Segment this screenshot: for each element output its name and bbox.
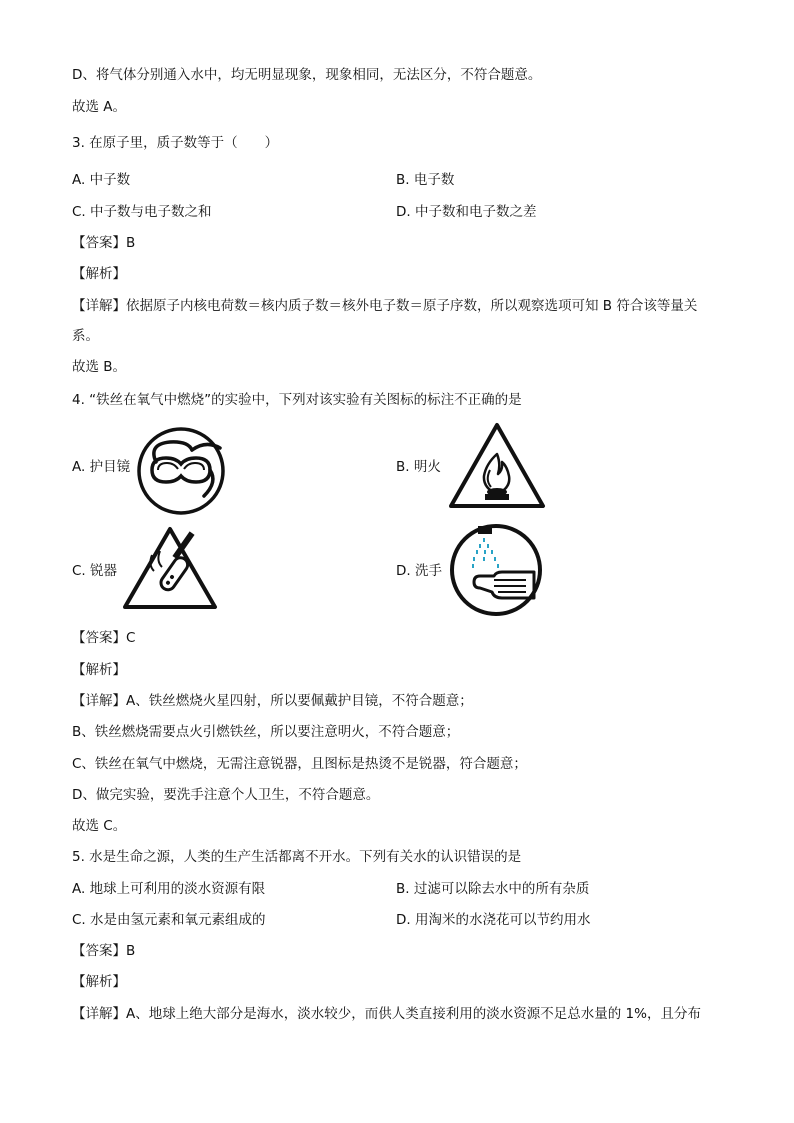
- analysis-3-heading: 【解析】: [72, 266, 126, 282]
- detail-4-line: 【详解】A、铁丝燃烧火星四射，所以要佩戴护目镜，不符合题意；: [72, 693, 473, 709]
- detail-4-line: D、做完实验，要洗手注意个人卫生，不符合题意。: [72, 787, 380, 803]
- answer-3: 【答案】B: [72, 235, 136, 251]
- option-4b-label: B. 明火: [396, 459, 441, 475]
- question-5-stem: 5. 水是生命之源，人类的生产生活都离不开水。下列有关水的认识错误的是: [72, 849, 522, 865]
- option-3b: B. 电子数: [396, 172, 455, 188]
- analysis-5-heading: 【解析】: [72, 974, 126, 990]
- detail-4-line: C、铁丝在氧气中燃烧，无需注意锐器，且图标是热烫不是锐器，符合题意；: [72, 756, 527, 772]
- detail-3-line: 系。: [72, 328, 99, 344]
- conclusion-4: 故选 C。: [72, 818, 127, 834]
- option-4d-label: D. 洗手: [396, 563, 442, 579]
- text-line: 故选 A。: [72, 99, 127, 115]
- option-3c: C. 中子数与电子数之和: [72, 204, 212, 220]
- answer-5: 【答案】B: [72, 943, 136, 959]
- detail-5-line: 【详解】A、地球上绝大部分是海水，淡水较少，而供人类直接利用的淡水资源不足总水量的 1%，且分布: [72, 1006, 701, 1022]
- hand-washing-icon: [446, 520, 546, 618]
- option-3a: A. 中子数: [72, 172, 131, 188]
- text-line: D、将气体分别通入水中，均无明显现象，现象相同，无法区分，不符合题意。: [72, 67, 542, 83]
- goggles-icon: [134, 424, 228, 518]
- conclusion-3: 故选 B。: [72, 359, 127, 375]
- option-5c: C. 水是由氢元素和氧元素组成的: [72, 912, 266, 928]
- option-5b: B. 过滤可以除去水中的所有杂质: [396, 881, 590, 897]
- flame-icon: [446, 420, 548, 512]
- option-4a-label: A. 护目镜: [72, 459, 131, 475]
- question-4-stem: 4. “铁丝在氧气中燃烧”的实验中，下列对该实验有关图标的标注不正确的是: [72, 392, 522, 408]
- detail-3-line: 【详解】依据原子内核电荷数＝核内质子数＝核外电子数＝原子序数，所以观察选项可知 B 符合该等量关: [72, 298, 698, 314]
- option-4c-label: C. 锐器: [72, 563, 118, 579]
- hot-test-tube-icon: [120, 525, 220, 613]
- option-5a: A. 地球上可利用的淡水资源有限: [72, 881, 266, 897]
- option-5d: D. 用淘米的水浇花可以节约用水: [396, 912, 591, 928]
- analysis-4-heading: 【解析】: [72, 662, 126, 678]
- option-3d: D. 中子数和电子数之差: [396, 204, 537, 220]
- detail-4-line: B、铁丝燃烧需要点火引燃铁丝，所以要注意明火，不符合题意；: [72, 724, 460, 740]
- answer-4: 【答案】C: [72, 630, 136, 646]
- question-3-stem: 3. 在原子里，质子数等于（ ）: [72, 135, 279, 151]
